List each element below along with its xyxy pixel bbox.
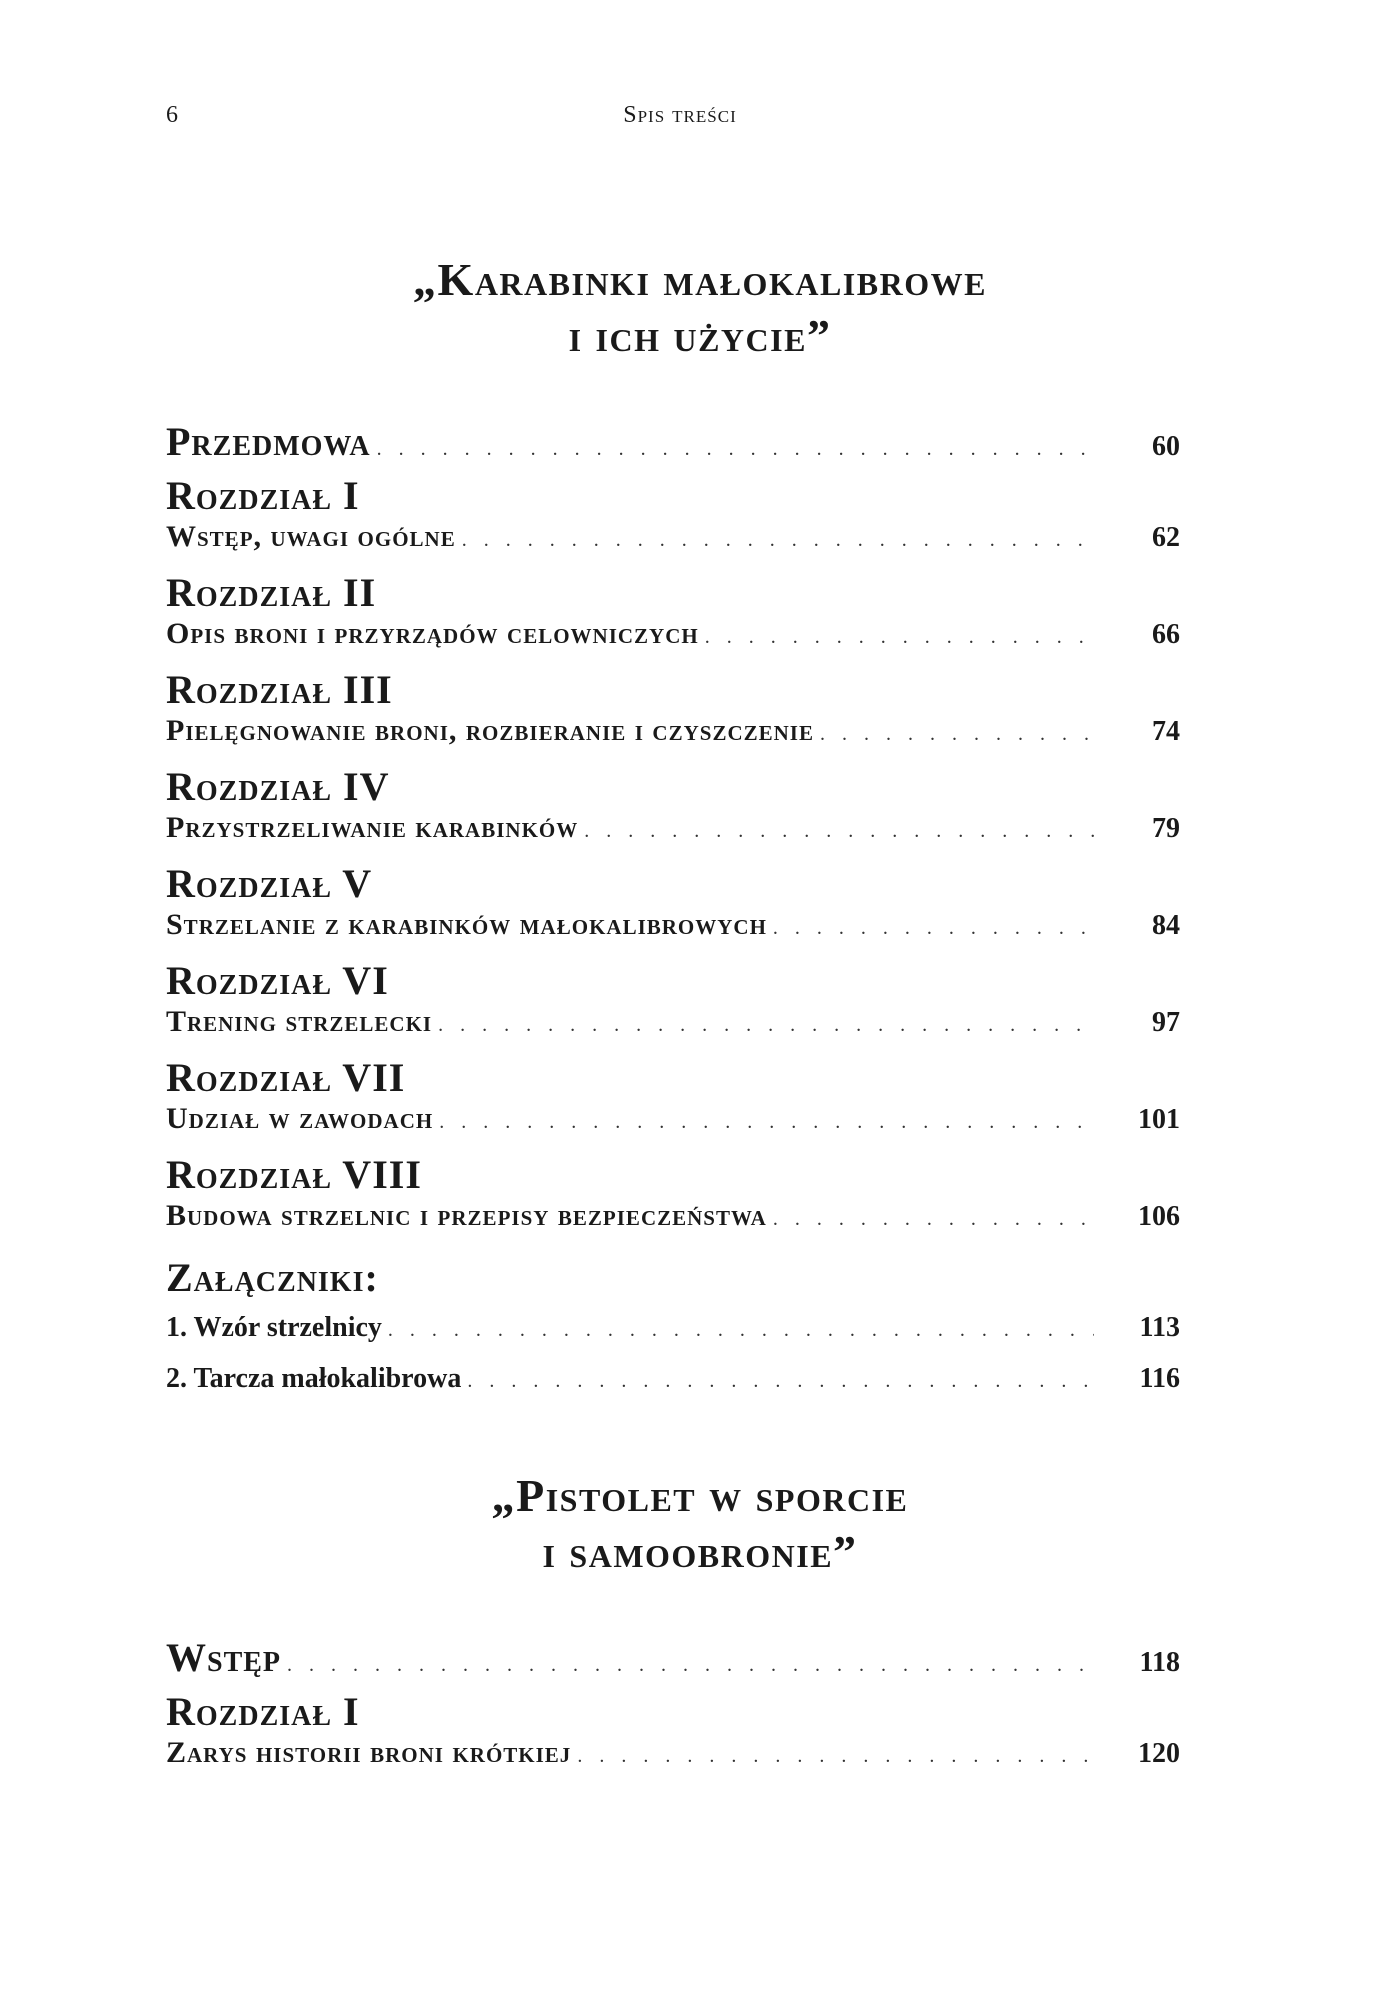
chapter-heading: Rozdział I (166, 473, 360, 518)
section-title-karabinki (0, 252, 1400, 364)
section-title-line: „Karabinki małokalibrowe (413, 254, 987, 305)
page-number: 6 (166, 102, 178, 128)
chapter-heading: Rozdział VIII (166, 1152, 422, 1197)
toc-page-number: 97 (1152, 1007, 1180, 1038)
toc-entry[interactable] (166, 1199, 1180, 1233)
toc-entry-label: 1. Wzór strzelnicy (166, 1312, 382, 1343)
toc-page-number: 84 (1152, 910, 1180, 941)
toc-entry-label: Trening strzelecki (166, 1005, 433, 1038)
section-title-line: i ich użycie” (568, 310, 832, 361)
dot-leader (377, 438, 1094, 461)
toc-entry-label: Wstęp (166, 1635, 282, 1680)
dot-leader (577, 1745, 1094, 1768)
toc-entry[interactable] (166, 811, 1180, 845)
toc-entry[interactable] (166, 520, 1180, 554)
chapter-heading: Rozdział IV (166, 764, 390, 809)
toc-entry-label: Zarys historii broni krótkiej (166, 1736, 572, 1769)
chapter-heading: Rozdział I (166, 1689, 360, 1734)
toc-page-number: 118 (1139, 1647, 1180, 1678)
toc-entry[interactable] (166, 714, 1180, 748)
toc-page-number: 62 (1152, 522, 1180, 553)
toc-entry[interactable] (166, 1102, 1180, 1136)
toc-entry[interactable] (166, 617, 1180, 651)
toc-entry-label: Opis broni i przyrządów celowniczych (166, 617, 699, 650)
toc-page-number: 113 (1139, 1312, 1180, 1343)
dot-leader (388, 1319, 1094, 1342)
toc-entry-label: Pielęgnowanie broni, rozbieranie i czyszczenie (166, 714, 814, 747)
toc-page-number: 120 (1138, 1738, 1180, 1769)
toc-entry[interactable] (166, 1736, 1180, 1770)
toc-page-number: 79 (1152, 813, 1180, 844)
section-title-pistolet (0, 1468, 1400, 1580)
toc-entry-label: Wstęp, uwagi ogólne (166, 520, 456, 553)
dot-leader (287, 1654, 1094, 1677)
toc-entry-label: 2. Tarcza małokalibrowa (166, 1363, 462, 1394)
dot-leader (705, 626, 1094, 649)
toc-entry-label: Strzelanie z karabinków małokalibrowych (166, 908, 767, 941)
section-title-line: i samoobronie” (542, 1526, 858, 1577)
dot-leader (467, 1370, 1094, 1393)
toc-page-number: 101 (1138, 1104, 1180, 1135)
chapter-heading: Rozdział III (166, 667, 393, 712)
running-head: Spis treści (623, 102, 737, 128)
toc-entry[interactable] (166, 908, 1180, 942)
dot-leader (438, 1014, 1094, 1037)
toc-page-number: 116 (1139, 1363, 1180, 1394)
toc-page-number: 60 (1152, 431, 1180, 462)
chapter-heading: Rozdział V (166, 861, 373, 906)
toc-entry-label: Przystrzeliwanie karabinków (166, 811, 579, 844)
dot-leader (820, 723, 1094, 746)
dot-leader (584, 820, 1094, 843)
toc-entry-label: Przedmowa (166, 419, 371, 464)
toc-page-number: 66 (1152, 619, 1180, 650)
toc-entry-appendix[interactable] (166, 1312, 1180, 1344)
toc-entry-label: Udział w zawodach (166, 1102, 434, 1135)
chapter-heading: Rozdział II (166, 570, 377, 615)
toc-page-number: 74 (1152, 716, 1180, 747)
toc-entry[interactable] (166, 1005, 1180, 1039)
section-title-line: „Pistolet w sporcie (491, 1470, 909, 1521)
toc-entry-intro[interactable] (166, 1634, 1180, 1681)
dot-leader (439, 1111, 1094, 1134)
toc-entry-preface[interactable] (166, 418, 1180, 465)
toc-entry-appendix[interactable] (166, 1363, 1180, 1395)
appendices-heading: Załączniki: (166, 1255, 379, 1300)
toc-entry-label: Budowa strzelnic i przepisy bezpieczeństwa (166, 1199, 767, 1232)
toc-page-number: 106 (1138, 1201, 1180, 1232)
dot-leader (773, 917, 1094, 940)
dot-leader (773, 1208, 1094, 1231)
chapter-heading: Rozdział VII (166, 1055, 406, 1100)
dot-leader (462, 529, 1094, 552)
chapter-heading: Rozdział VI (166, 958, 389, 1003)
